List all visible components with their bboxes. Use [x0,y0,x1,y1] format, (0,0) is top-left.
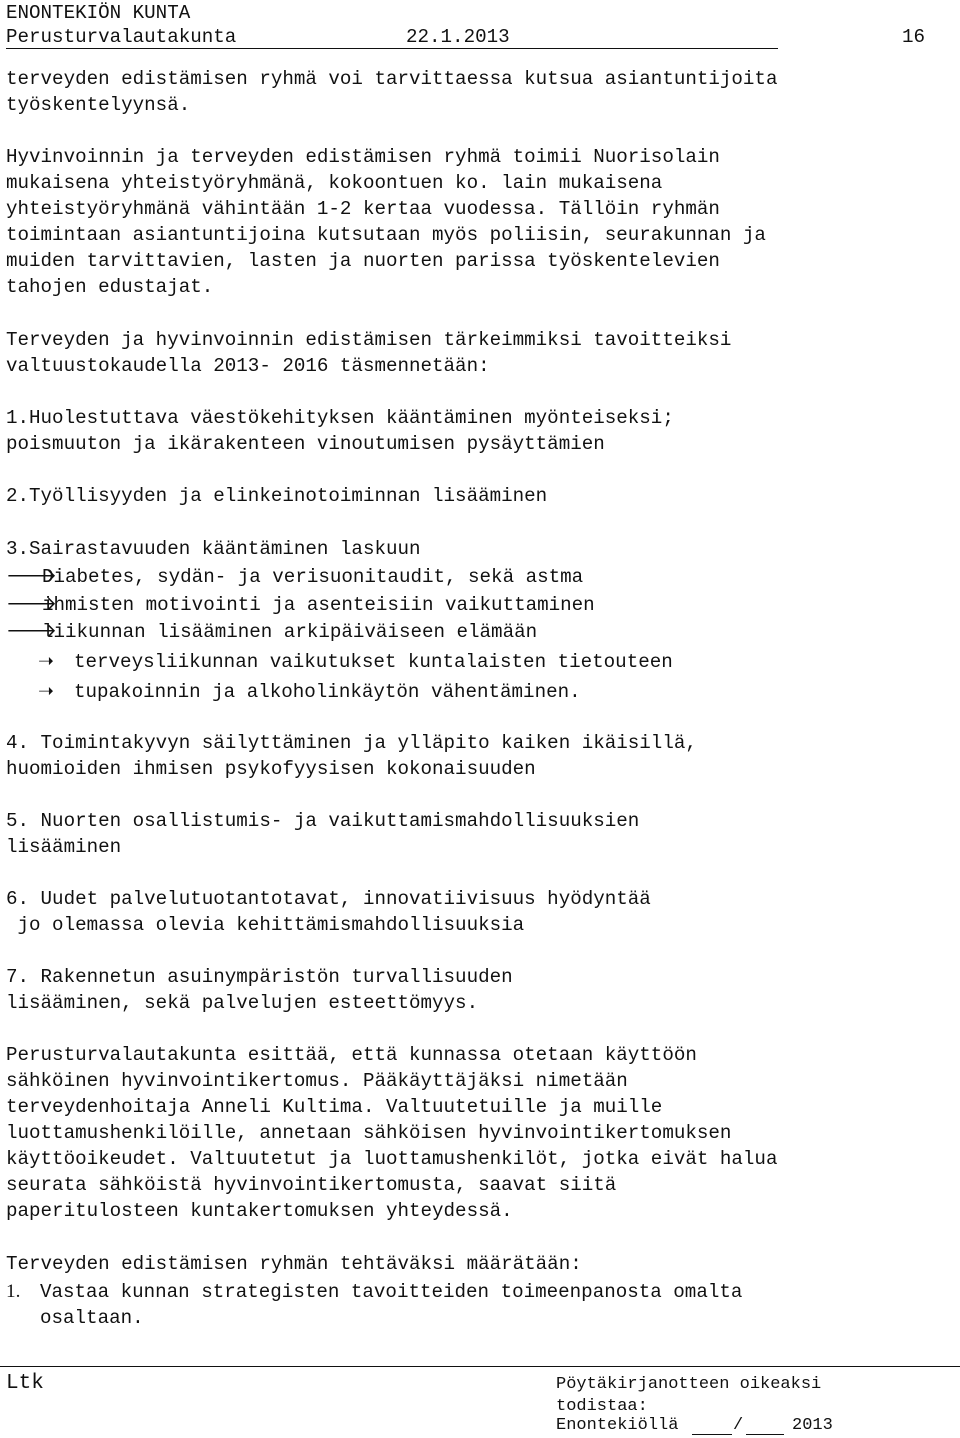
goal-3-subitem [38,648,673,675]
text-line: osaltaan. [40,1307,144,1329]
goal-2: 2.Työllisyyden ja elinkeinotoiminnan lisääminen [6,485,548,507]
text-line: Terveyden ja hyvinvoinnin edistämisen tärkeimmiksi tavoitteiksi [6,329,732,351]
goal-6 [6,886,651,938]
text-line: 4. Toimintakyvyn säilyttäminen ja ylläpito kaiken ikäisillä, [6,732,697,754]
text-line: terveydenhoitaja Anneli Kultima. Valtuutetuille ja muille [6,1096,663,1118]
text-line: Perusturvalautakunta esittää, että kunnassa otetaan käyttöön [6,1044,697,1066]
right-arrow-icon: 🡒 [6,565,57,587]
text-line: mukaisena yhteistyöryhmänä, kokoontuen ko. lain mukaisena [6,172,663,194]
text-line: todistaa: [556,1397,648,1416]
goal-3-item-text: liikunnan lisääminen arkipäiväiseen elämään [42,621,538,643]
text-line: huomioiden ihmisen psykofyysisen kokonaisuuden [6,758,536,780]
goal-1 [6,405,674,457]
board-name: Perusturvalautakunta [6,26,237,48]
text-line: työskentelyynsä. [6,94,191,116]
task-1-number: 1. [6,1281,21,1302]
text-line: terveyden edistämisen ryhmä voi tarvittaessa kutsua asiantuntijoita [6,68,778,90]
header-underline [6,48,778,49]
footer-rule [0,1366,960,1367]
text-line: seurata sähköistä hyvinvointikertomusta, saavat siitä [6,1174,617,1196]
footer-month-blank [746,1434,784,1435]
task-1 [40,1279,742,1331]
text-line: Vastaa kunnan strategisten tavoitteiden toimeenpanosta omalta [40,1281,743,1303]
text-line: jo olemassa olevia kehittämismahdollisuuksia [6,914,525,936]
text-line: yhteistyöryhmänä vähintään 1-2 kertaa vuodessa. Tällöin ryhmän [6,198,720,220]
goal-7 [6,964,513,1016]
text-line: 5. Nuorten osallistumis- ja vaikuttamismahdollisuuksien [6,810,640,832]
goal-3-subitem-text: terveysliikunnan vaikutukset kuntalaisten tietouteen [74,651,673,673]
goal-3-subitem-text: tupakoinnin ja alkoholinkäytön vähentäminen. [74,681,581,703]
right-arrow-icon: 🡒 [6,620,57,642]
goal-3-item [6,618,537,645]
paragraph-1 [6,66,777,118]
text-line: paperitulosteen kuntakertomuksen yhteydessä. [6,1200,513,1222]
goal-3-item [6,591,595,618]
goal-3: 3.Sairastavuuden kääntäminen laskuun [6,538,421,560]
footer-year: 2013 [792,1416,833,1435]
footer-certification [556,1374,821,1418]
right-arrow-icon: ➝ [38,680,54,702]
goal-3-item-text: Diabetes, sydän- ja verisuonitaudit, sekä astma [42,566,584,588]
meeting-date: 22.1.2013 [406,26,510,48]
text-line: 1.Huolestuttava väestökehityksen kääntäminen myönteiseksi; [6,407,674,429]
text-line: sähköinen hyvinvointikertomus. Pääkäyttäjäksi nimetään [6,1070,628,1092]
text-line: luottamushenkilöille, annetaan sähköisen hyvinvointikertomuksen [6,1122,732,1144]
page-number: 16 [902,26,926,48]
goal-3-item-text: ihmisten motivointi ja asenteisiin vaikuttaminen [42,594,595,616]
paragraph-4 [6,1042,777,1224]
goal-3-item [6,563,583,590]
text-line: valtuustokaudella 2013- 2016 täsmennetään: [6,355,490,377]
footer-day-blank [692,1434,732,1435]
goal-3-subitem [38,678,581,705]
text-line: toimintaan asiantuntijoina kutsutaan myös poliisin, seurakunnan ja [6,224,766,246]
goal-5 [6,808,639,860]
right-arrow-icon: 🡒 [6,593,57,615]
paragraph-3 [6,327,731,379]
footer-left-label: Ltk [6,1372,44,1395]
footer-date-separator: / [733,1416,744,1435]
text-line: Hyvinvoinnin ja terveyden edistämisen ryhmä toimii Nuorisolain [6,146,720,168]
text-line: muiden tarvittavien, lasten ja nuorten parissa työskentelevien [6,250,720,272]
text-line: käyttöoikeudet. Valtuutetut ja luottamushenkilöt, jotka eivät halua [6,1148,778,1170]
paragraph-5: Terveyden edistämisen ryhmän tehtäväksi määrätään: [6,1253,582,1275]
text-line: 6. Uudet palvelutuotantotavat, innovatiivisuus hyödyntää [6,888,651,910]
text-line: tahojen edustajat. [6,276,214,298]
text-line: lisääminen [6,836,122,858]
text-line: lisääminen, sekä palvelujen esteettömyys. [6,992,479,1014]
text-line: 7. Rakennetun asuinympäristön turvallisuuden [6,966,513,988]
goal-4 [6,730,697,782]
text-line: poismuuton ja ikärakenteen vinoutumisen pysäyttämien [6,433,605,455]
municipality-name: ENONTEKIÖN KUNTA [6,2,191,24]
footer-place: Enontekiöllä [556,1416,679,1435]
right-arrow-icon: ➝ [38,650,54,672]
paragraph-2 [6,144,766,300]
text-line: Pöytäkirjanotteen oikeaksi [556,1375,822,1394]
